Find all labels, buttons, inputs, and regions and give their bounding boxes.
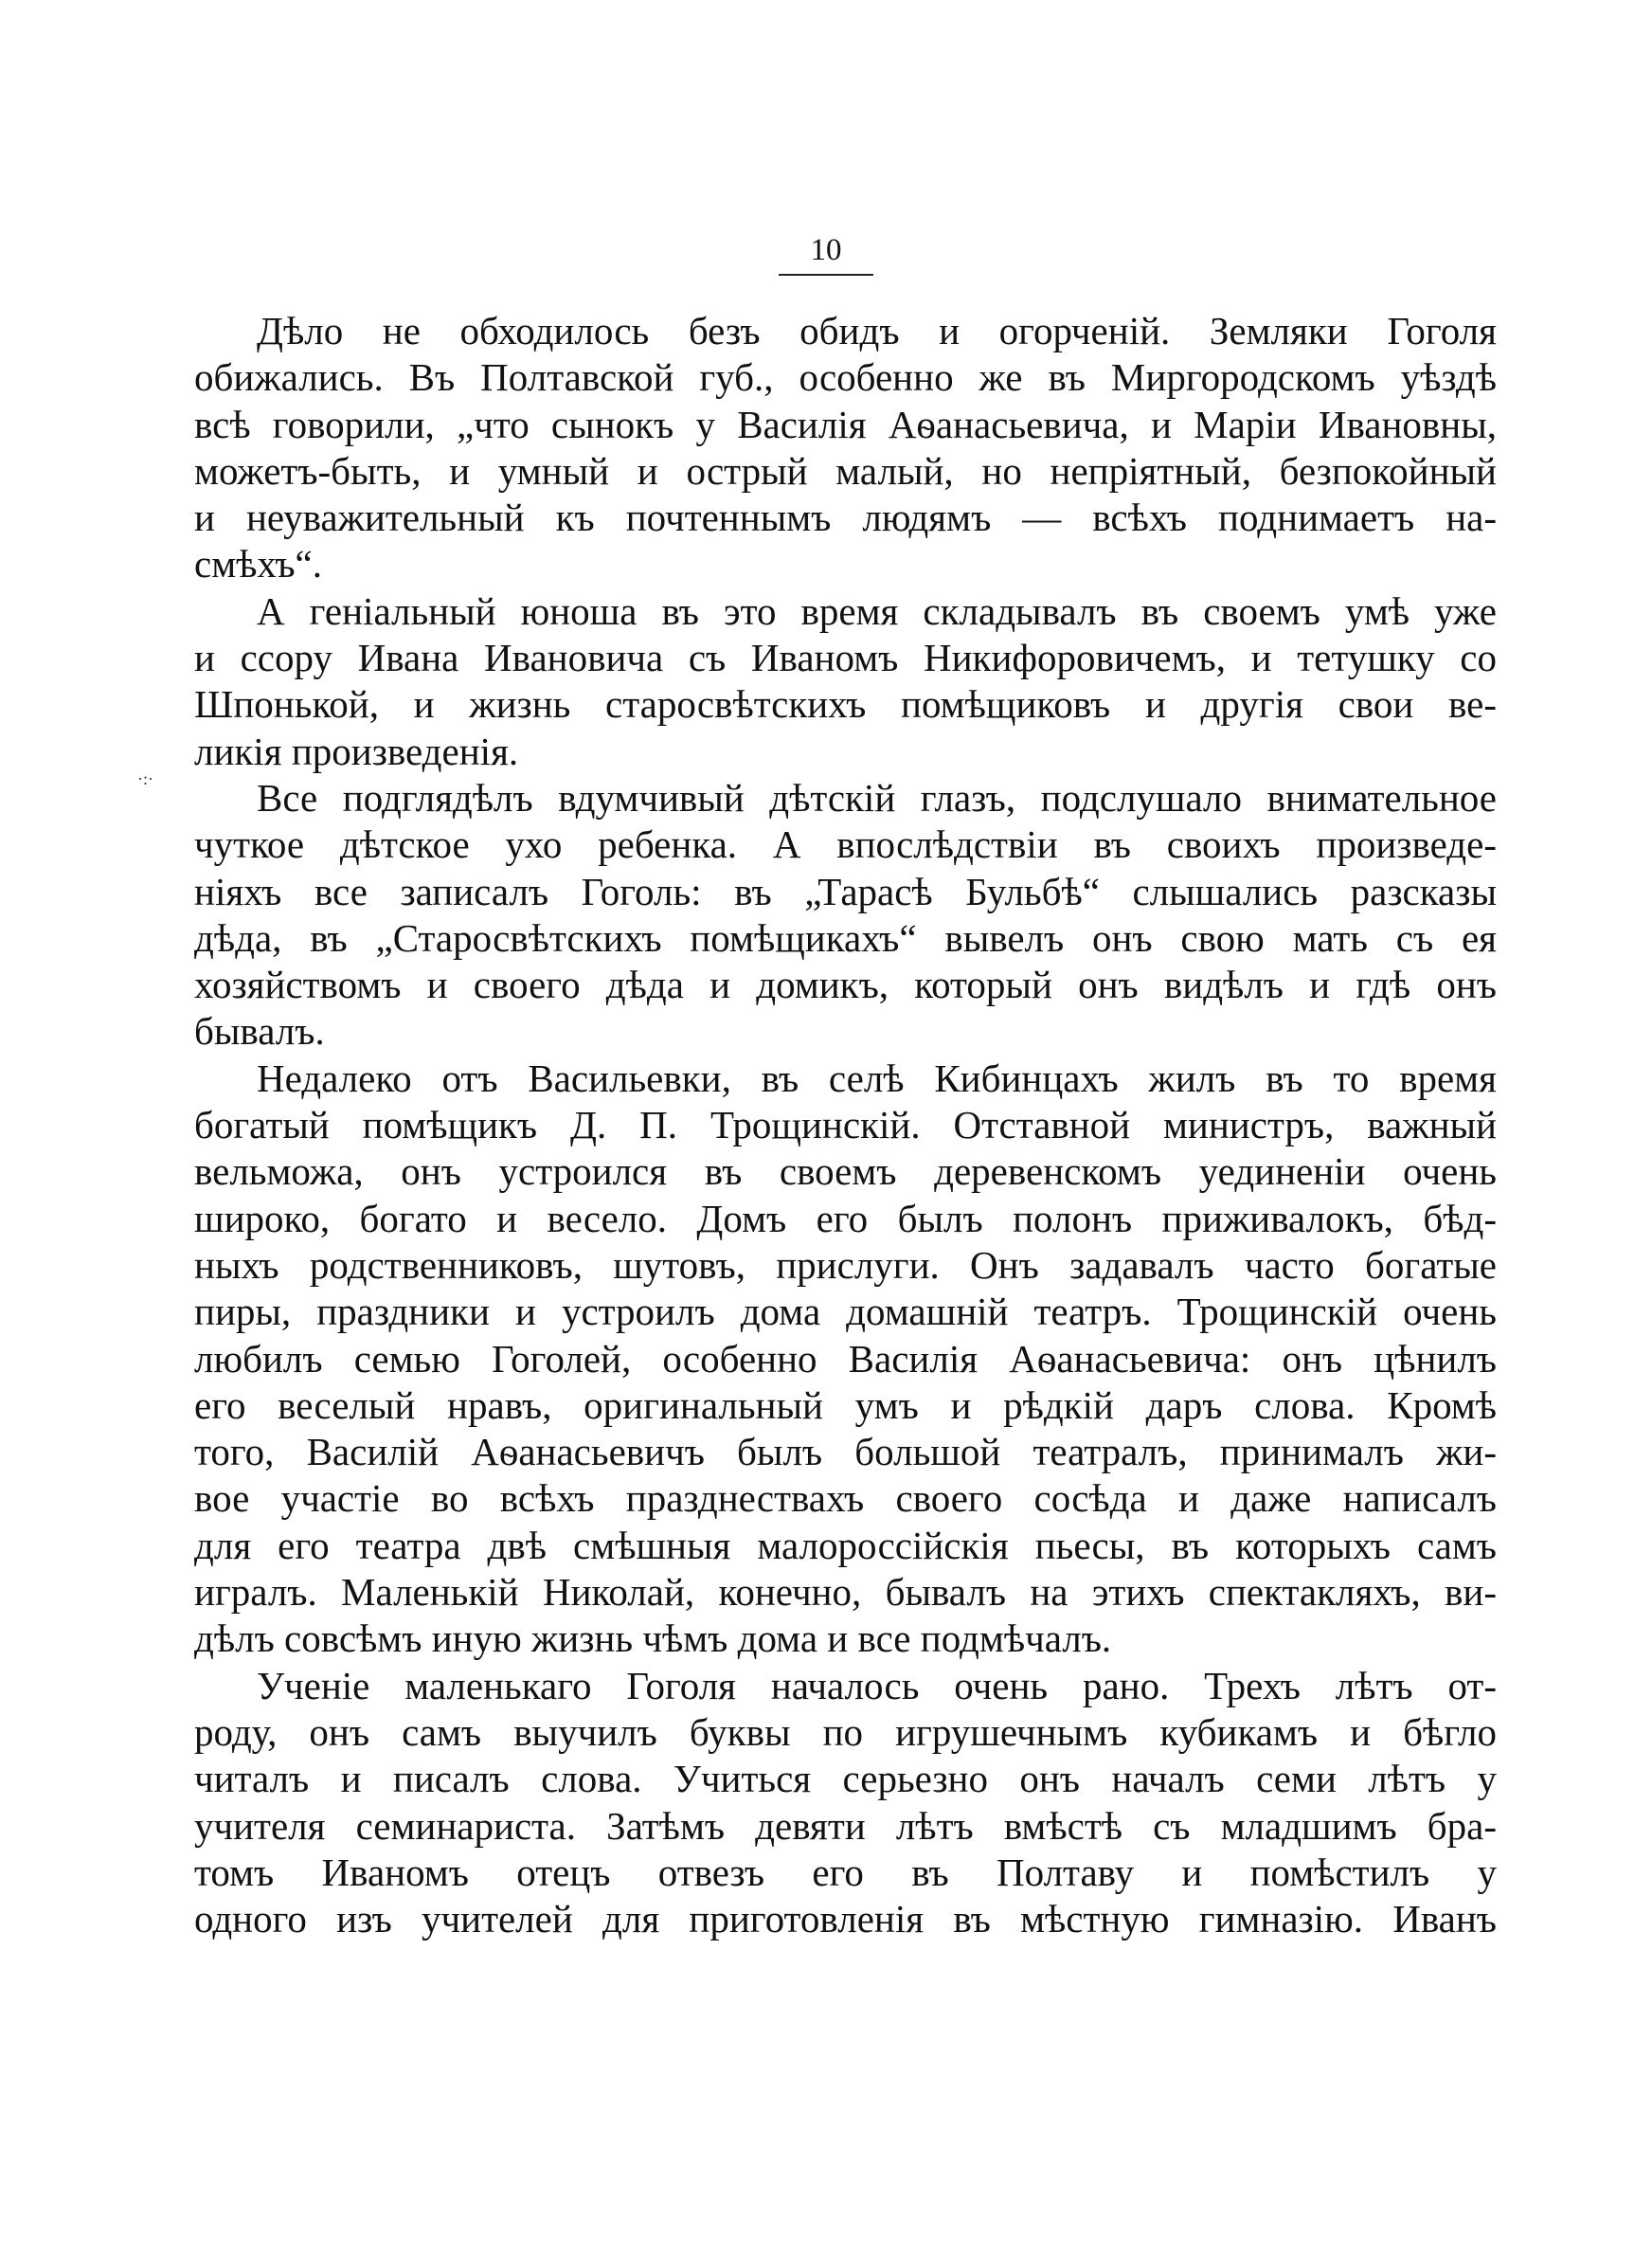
text-line: Недалеко отъ Васильевки, въ селѣ Кибинцахъ жилъ въ то время: [257, 1056, 1497, 1100]
text-line: широко, богато и весело. Домъ его былъ полонъ приживалокъ, бѣд-: [194, 1196, 1497, 1240]
text-line: учителя семинариста. Затѣмъ девяти лѣтъ вмѣстѣ съ младшимъ бра-: [194, 1803, 1497, 1848]
text-line: А геніальный юноша въ это время складывалъ въ своемъ умѣ уже: [257, 588, 1497, 633]
text-line: бывалъ.: [194, 1009, 325, 1054]
margin-mark: ·:·: [137, 769, 153, 788]
paragraph: [194, 1056, 1497, 1663]
text-line: дѣда, въ „Старосвѣтскихъ помѣщикахъ“ вывелъ онъ свою мать съ ея: [194, 915, 1497, 960]
text-line: богатый помѣщикъ Д. П. Трощинскій. Отставной министръ, важный: [194, 1103, 1497, 1147]
text-line: одного изъ учителей для приготовленія въ мѣстную гимназію. Иванъ: [194, 1897, 1497, 1941]
text-line: того, Василій Аѳанасьевичъ былъ большой театралъ, принималъ жи-: [194, 1430, 1497, 1474]
paragraph: [194, 308, 1497, 588]
text-line: томъ Иваномъ отецъ отвезъ его въ Полтаву и помѣстилъ у: [194, 1850, 1497, 1894]
text-line: и неуважительный къ почтеннымъ людямъ — всѣхъ поднимаетъ на-: [194, 496, 1497, 540]
text-line: ніяхъ все записалъ Гоголь: въ „Тарасѣ Бульбѣ“ слышались разсказы: [194, 869, 1497, 913]
text-line: любилъ семью Гоголей, особенно Василія Аѳанасьевича: онъ цѣнилъ: [194, 1336, 1497, 1381]
text-line: Ученіе маленькаго Гоголя началось очень рано. Трехъ лѣтъ от-: [257, 1663, 1497, 1707]
paragraph: [194, 1663, 1497, 1943]
body-text: [194, 308, 1497, 1942]
text-line: вое участіе во всѣхъ празднествахъ своего сосѣда и даже написалъ: [194, 1476, 1497, 1521]
text-line: ныхъ родственниковъ, шутовъ, прислуги. Онъ задавалъ часто богатые: [194, 1242, 1497, 1287]
text-line: смѣхъ“.: [194, 542, 322, 587]
text-line: Шпонькой, и жизнь старосвѣтскихъ помѣщиковъ и другія свои ве-: [194, 682, 1497, 727]
text-line: Дѣло не обходилось безъ обидъ и огорченій. Земляки Гоголя: [257, 309, 1497, 352]
text-line: можетъ-быть, и умный и острый малый, но непріятный, безпокойный: [194, 448, 1497, 493]
page-number: 10: [810, 233, 842, 267]
text-line: читалъ и писалъ слова. Учиться серьезно онъ началъ семи лѣтъ у: [194, 1757, 1497, 1801]
text-line: его веселый нравъ, оригинальный умъ и рѣдкій даръ слова. Кромѣ: [194, 1382, 1497, 1427]
text-line: всѣ говорили, „что сынокъ у Василія Аѳанасьевича, и Маріи Ивановны,: [194, 402, 1497, 446]
text-line: чуткое дѣтское ухо ребенка. А впослѣдствіи въ своихъ произведе-: [194, 822, 1497, 867]
paragraph: [194, 588, 1497, 775]
text-line: роду, онъ самъ выучилъ буквы по игрушечнымъ кубикамъ и бѣгло: [194, 1709, 1497, 1754]
text-line: дѣлъ совсѣмъ иную жизнь чѣмъ дома и все подмѣчалъ.: [194, 1616, 1112, 1661]
text-line: вельможа, онъ устроился въ своемъ деревенскомъ уединеніи очень: [194, 1149, 1497, 1194]
text-line: обижались. Въ Полтавской губ., особенно же въ Миргородскомъ уѣздѣ: [194, 355, 1497, 400]
text-line: и ссору Ивана Ивановича съ Иваномъ Никифоровичемъ, и тетушку со: [194, 636, 1497, 680]
text-line: для его театра двѣ смѣшныя малороссійскія пьесы, въ которыхъ самъ: [194, 1523, 1497, 1567]
page-number-rule: [779, 274, 873, 276]
text-line: хозяйствомъ и своего дѣда и домикъ, который онъ видѣлъ и гдѣ онъ: [194, 963, 1497, 1007]
text-line: ликія произведенія.: [194, 729, 519, 773]
text-line: Все подглядѣлъ вдумчивый дѣтскій глазъ, подслушало внимательное: [257, 775, 1497, 820]
text-line: игралъ. Маленькій Николай, конечно, бывалъ на этихъ спектакляхъ, ви-: [194, 1570, 1497, 1615]
text-line: пиры, праздники и устроилъ дома домашній театръ. Трощинскій очень: [194, 1290, 1497, 1334]
paragraph: [194, 775, 1497, 1056]
